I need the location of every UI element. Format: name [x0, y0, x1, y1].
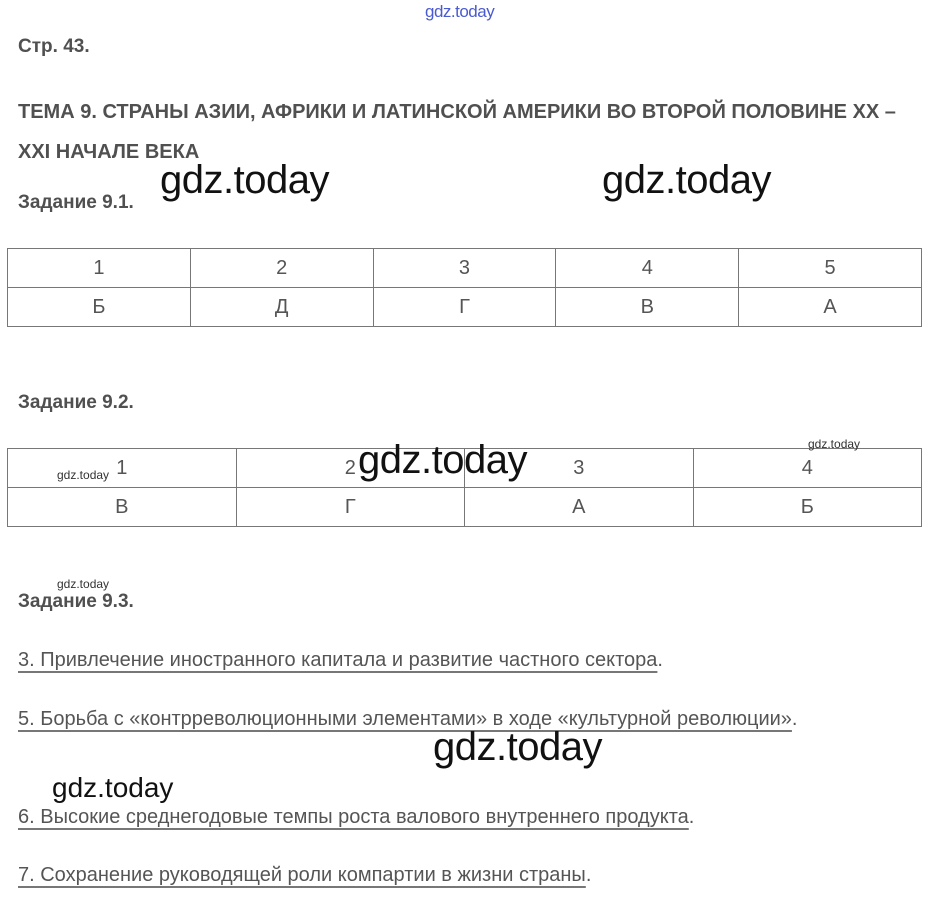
- table-answer-cell: В: [556, 288, 739, 327]
- table-answer-cell: А: [739, 288, 922, 327]
- table-answer-cell: А: [465, 488, 694, 527]
- table-answer-cell: Б: [8, 288, 191, 327]
- watermark-big-2: gdz.today: [602, 158, 771, 202]
- answer-item-text: 3. Привлечение иностранного капитала и развитие частного сектора: [18, 649, 658, 671]
- watermark-mid-1: gdz.today: [52, 772, 174, 803]
- watermark-small-2: gdz.today: [808, 437, 861, 451]
- watermark-small-1: gdz.today: [57, 468, 110, 482]
- topic-title: ТЕМА 9. СТРАНЫ АЗИИ, АФРИКИ И ЛАТИНСКОЙ АМЕРИКИ ВО ВТОРОЙ ПОЛОВИНЕ XX – XXI НАЧАЛЕ ВЕКА: [18, 101, 896, 163]
- task-9-2-title: Задание 9.2.: [18, 392, 134, 413]
- watermark-small-3: gdz.today: [57, 577, 110, 591]
- task-9-1-table: [7, 248, 922, 327]
- page-reference: Стр. 43.: [18, 36, 90, 57]
- task-9-1-title: Задание 9.1.: [18, 192, 134, 213]
- table-header-cell: 2: [236, 449, 465, 488]
- answer-item-end: .: [688, 806, 695, 828]
- table-answer-row: [8, 488, 922, 527]
- table-answer-cell: Д: [190, 288, 373, 327]
- table-header-cell: 3: [465, 449, 694, 488]
- table-answer-cell: В: [8, 488, 237, 527]
- table-answer-cell: Г: [236, 488, 465, 527]
- task-9-3-title: Задание 9.3.: [18, 591, 134, 612]
- table-header-row: [8, 249, 922, 288]
- answer-item-text: 5. Борьба с «контрреволюционными элементами» в ходе «культурной революции»: [18, 708, 792, 730]
- answer-item-text: 6. Высокие среднегодовые темпы роста валового внутреннего продукта: [18, 806, 689, 828]
- table-header-cell: 4: [693, 449, 922, 488]
- table-header-cell: 3: [373, 249, 556, 288]
- answer-item: [18, 641, 898, 679]
- table-header-cell: 1: [8, 449, 237, 488]
- answer-item: [18, 856, 898, 894]
- watermark-big-1: gdz.today: [160, 158, 329, 202]
- answer-item-end: .: [657, 649, 663, 671]
- table-header-cell: 1: [8, 249, 191, 288]
- answer-item: [18, 798, 898, 836]
- table-answer-row: [8, 288, 922, 327]
- table-header-cell: 2: [190, 249, 373, 288]
- table-answer-cell: Б: [693, 488, 922, 527]
- watermark-top: gdz.today: [425, 2, 495, 21]
- answer-item-end: .: [791, 708, 798, 730]
- answer-item-text: 7. Сохранение руководящей роли компартии в жизни страны: [18, 864, 586, 886]
- watermark-big-3: gdz.today: [358, 438, 527, 482]
- watermark-big-4: gdz.today: [433, 725, 602, 769]
- table-answer-cell: Г: [373, 288, 556, 327]
- table-header-cell: 4: [556, 249, 739, 288]
- table-header-cell: 5: [739, 249, 922, 288]
- answer-item-end: .: [585, 864, 592, 886]
